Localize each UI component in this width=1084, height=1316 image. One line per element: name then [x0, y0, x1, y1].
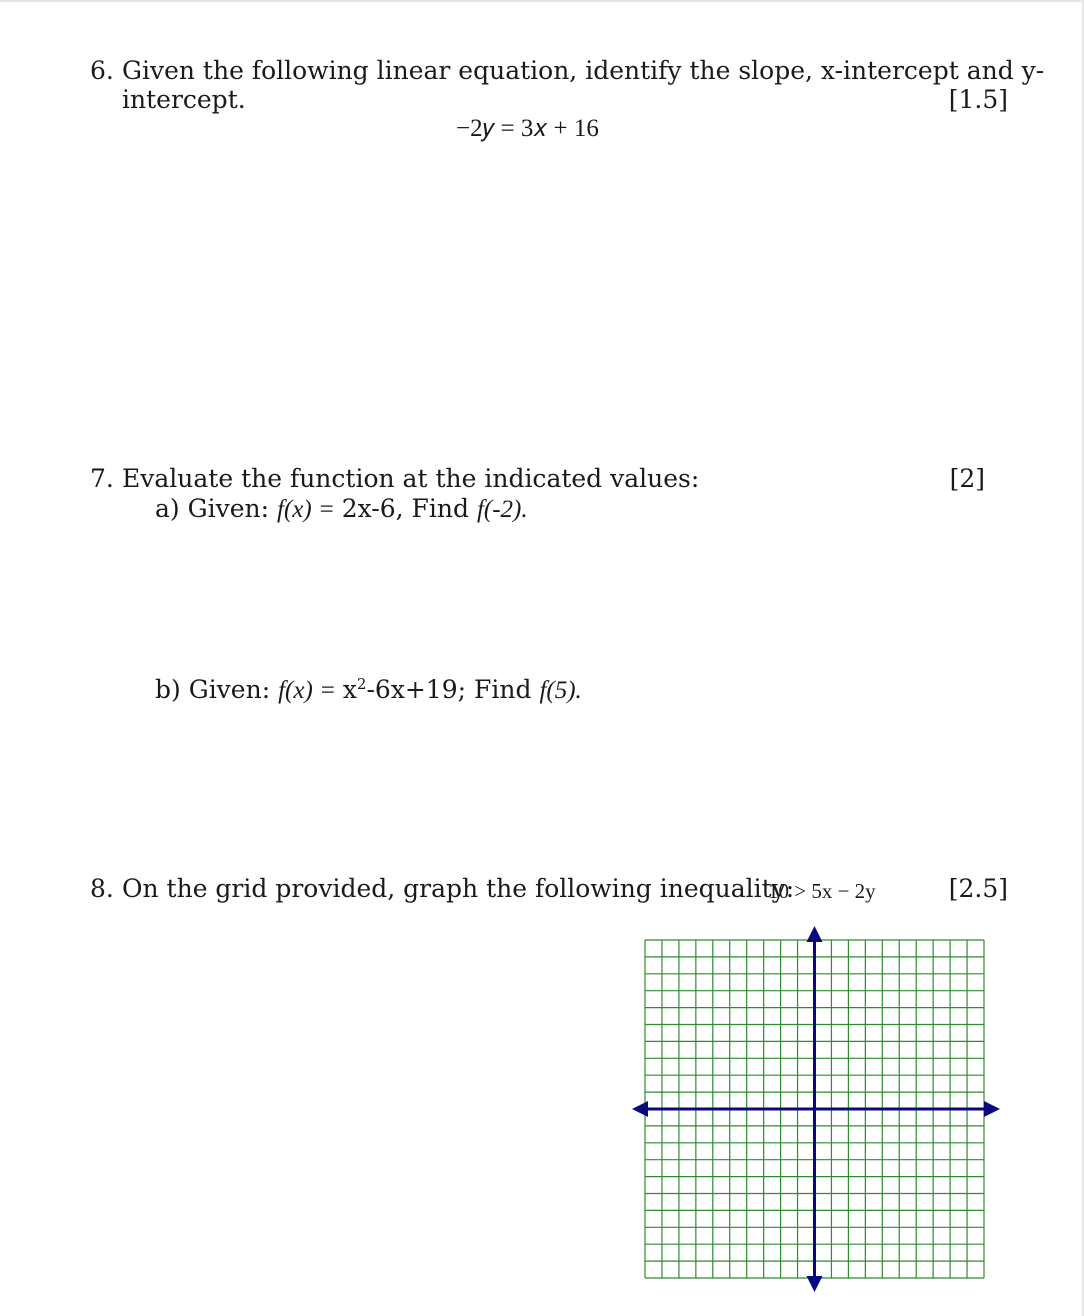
x-axis-right-arrow-icon	[984, 1101, 1000, 1117]
page-top-edge	[0, 0, 1084, 2]
q7b-given: Given:	[188, 675, 271, 704]
q7a-line	[155, 494, 528, 525]
coordinate-grid[interactable]	[630, 922, 1002, 1296]
q7-number: 7.	[90, 464, 114, 493]
q7b-label: b)	[155, 675, 181, 704]
q7b-expr-exponent: 2	[356, 675, 367, 693]
axes	[632, 926, 1000, 1292]
q7a-expr: 2x-6, Find	[341, 494, 469, 523]
q6-number: 6.	[90, 56, 114, 85]
x-axis-left-arrow-icon	[632, 1101, 648, 1117]
q7b-expr-base: x	[342, 675, 357, 704]
q6-equation: −2𝑦 = 3𝑥 + 16	[456, 115, 599, 142]
q8-text: On the grid provided, graph the following inequality:	[122, 874, 795, 903]
q7b-target: f(5).	[539, 677, 582, 704]
q7-marks: [2]	[949, 464, 985, 493]
y-axis-up-arrow-icon	[807, 926, 823, 942]
q7a-eq: =	[319, 496, 334, 523]
q6-text-line1: Given the following linear equation, identify the slope, x-intercept and y-	[122, 56, 1045, 85]
q8-inequality: 10 > 5x − 2y	[768, 879, 876, 903]
q8-marks: [2.5]	[948, 874, 1008, 903]
q7a-target: f(-2).	[476, 496, 528, 523]
q7b-expr-rest: -6x+19; Find	[366, 675, 532, 704]
q7a-given: Given:	[187, 494, 270, 523]
q7-text: Evaluate the function at the indicated values:	[122, 464, 700, 493]
q8-number: 8.	[90, 874, 114, 903]
q7a-func: f(x)	[277, 496, 312, 523]
q7a-label: a)	[155, 494, 180, 523]
q7b-eq: =	[320, 677, 335, 704]
q7b-expr	[343, 675, 532, 704]
q7b-func: f(x)	[278, 677, 313, 704]
q7b-line	[155, 669, 582, 706]
q6-text-line2: intercept.	[122, 85, 246, 114]
q6-marks: [1.5]	[948, 85, 1008, 114]
y-axis-down-arrow-icon	[807, 1276, 823, 1292]
